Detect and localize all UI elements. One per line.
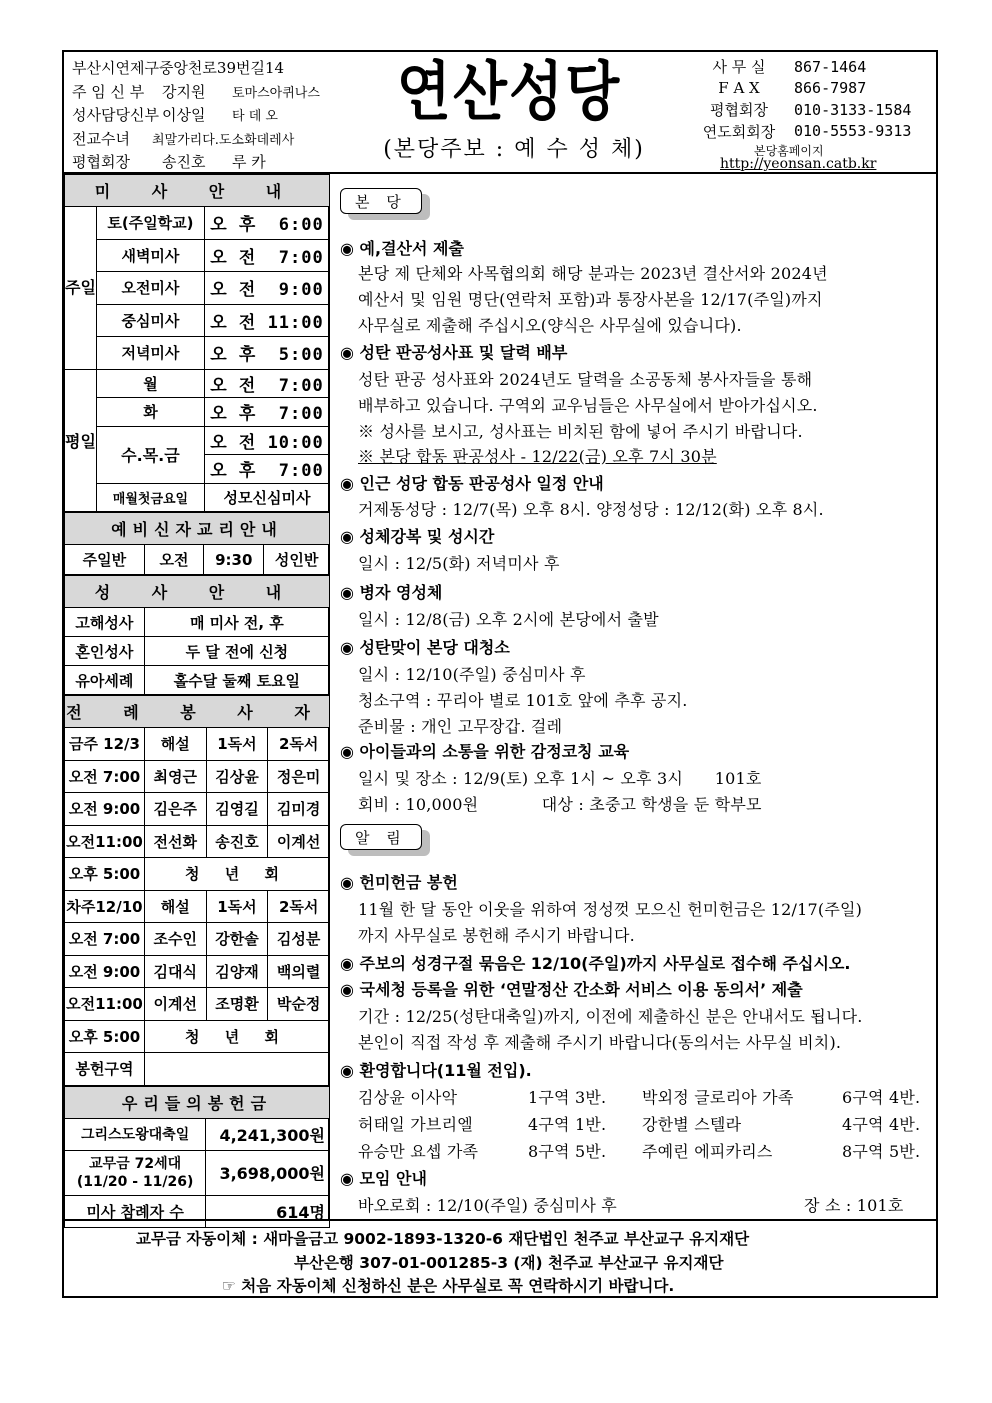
service-cell: 김대식 (144, 955, 206, 988)
notice-text: 성탄 판공 성사표와 2024년도 달력을 소공동체 봉사자들을 통해 (358, 370, 813, 389)
baptism-name: 루 카 (232, 153, 266, 172)
service-cell: 김미경 (268, 793, 330, 826)
person: 이상일 (162, 106, 206, 125)
service-cell: 오후 5:00 (65, 1020, 145, 1053)
mass-time: 오 전 11:00 (204, 304, 329, 337)
notice-heading: ◉ 환영합니다(11월 전입). (340, 1061, 532, 1080)
homepage-link[interactable]: http://yeonsan.catb.kr (720, 156, 877, 172)
notice-text: 일시 : 12/8(금) 오후 2시에 본당에서 출발 (358, 610, 659, 629)
notice-heading: ◉ 성탄 판공성사표 및 달력 배부 (340, 343, 568, 362)
mass-name: 토(주일학교) (96, 207, 204, 240)
mass-time: 오 후 6:00 (204, 207, 329, 240)
service-cell: 조수인 (144, 923, 206, 956)
service-cell: 김상윤 (206, 760, 268, 793)
welcome-name: 김상윤 이사악 (358, 1088, 458, 1107)
mass-name: 중심미사 (96, 304, 204, 337)
contact-number: 866-7987 (794, 79, 867, 98)
service-cell: 오전11:00 (65, 825, 145, 858)
page-title: 연산성당 (396, 55, 622, 131)
notice-text: 일시 및 장소 : 12/9(토) 오후 1시 ~ 오후 3시 101호 (358, 769, 762, 788)
left-column (64, 174, 330, 1222)
homepage-label: 본당홈페이지 (754, 144, 824, 158)
service-cell: 청 년 회 (144, 858, 329, 891)
catechumen-cell: 오전 (144, 545, 204, 575)
sacrament-info: 매 미사 전, 후 (144, 608, 329, 637)
mass-time: 오 전 7:00 (204, 369, 329, 398)
welcome-name: 유승만 요셉 가족 (358, 1142, 479, 1161)
auto-transfer-bank: 부산은행 307-01-001285-3 (재) 천주교 부산교구 유지재단 (294, 1254, 724, 1272)
role: 성사담당신부 (72, 106, 159, 125)
notice-heading: ◉ 병자 영성체 (340, 583, 443, 602)
offering-table (64, 1086, 330, 1228)
service-cell: 오전 7:00 (65, 923, 145, 956)
sacrament-name: 고해성사 (65, 608, 145, 637)
contact-label: 평협회장 (710, 101, 768, 120)
mass-name: 새벽미사 (96, 239, 204, 272)
service-cell: 강한솔 (206, 923, 268, 956)
service-cell: 송진호 (206, 825, 268, 858)
cleaning-label: 봉헌구역 (65, 1053, 145, 1086)
service-cell: 해설 (144, 728, 206, 761)
contact-number: 010-5553-9313 (794, 122, 912, 141)
sacrament-name: 유아세례 (65, 666, 145, 695)
notice-heading: ◉ 국세청 등록을 위한 ‘연말정산 간소화 서비스 이용 동의서’ 제출 (340, 980, 803, 999)
notice-text: 사무실로 제출해 주십시오(양식은 사무실에 있습니다). (358, 316, 742, 335)
service-cell: 1독서 (206, 728, 268, 761)
service-cell: 오전 9:00 (65, 955, 145, 988)
welcome-district: 6구역 4반. (842, 1088, 921, 1107)
mass-name: 수.목.금 (96, 426, 204, 483)
parish-tag: 본 당 (340, 188, 422, 214)
first-friday-label: 매월첫금요일 (96, 483, 204, 512)
mass-name: 화 (96, 398, 204, 427)
sacrament-title: 성 사 안 내 (65, 576, 330, 608)
cleaning-value (144, 1053, 329, 1086)
welcome-name: 강한별 스텔라 (642, 1115, 742, 1134)
service-cell: 금주 12/3 (65, 728, 145, 761)
notice-text: 배부하고 있습니다. 구역외 교우님들은 사무실에서 받아가십시오. (358, 396, 818, 415)
service-cell: 박순정 (268, 988, 330, 1021)
catechumen-cell: 주일반 (65, 545, 145, 575)
weekday-label: 평일 (65, 369, 97, 512)
welcome-district: 4구역 4반. (842, 1115, 921, 1134)
notice-text: 청소구역 : 꾸리아 별로 101호 앞에 추후 공지. (358, 691, 688, 710)
welcome-name: 박외정 글로리아 가족 (642, 1088, 794, 1107)
mass-time: 오 전 7:00 (204, 239, 329, 272)
bulletin-header (64, 52, 936, 174)
sacrament-name: 혼인성사 (65, 637, 145, 666)
meeting-info: 바오로회 : 12/10(주일) 중심미사 후 (358, 1196, 617, 1215)
mass-name: 저녁미사 (96, 337, 204, 370)
notice-heading: ◉ 예,결산서 제출 (340, 239, 464, 258)
service-cell: 차주12/10 (65, 890, 145, 923)
offering-label: 그리스도왕대축일 (65, 1118, 206, 1150)
offering-amount: 614명 (206, 1195, 330, 1227)
contact-label: 사 무 실 (712, 58, 766, 77)
mass-time: 오 후 7:00 (204, 398, 329, 427)
notice-text: 일시 : 12/5(화) 저녁미사 후 (358, 554, 560, 573)
page-subtitle: (본당주보 : 예 수 성 체) (383, 137, 645, 162)
service-cell: 1독서 (206, 890, 268, 923)
service-cell: 최영근 (144, 760, 206, 793)
mass-time: 오 전 10:00 (204, 426, 329, 455)
catechumen-title: 예비신자교리안내 (65, 513, 330, 545)
service-cell: 정은미 (268, 760, 330, 793)
notice-text: 본인이 직접 작성 후 제출해 주시기 바랍니다(동의서는 사무실 비치). (358, 1033, 842, 1052)
service-cell: 김은주 (144, 793, 206, 826)
welcome-district: 4구역 1반. (528, 1115, 607, 1134)
notice-text: 본당 제 단체와 사목협의회 해당 분과는 2023년 결산서와 2024년 (358, 264, 828, 283)
offering-label: 교무금 72세대 (11/20 - 11/26) (65, 1150, 206, 1195)
notice-text: 기간 : 12/25(성탄대축일)까지, 이전에 제출하신 분은 안내서도 됩니다. (358, 1007, 863, 1026)
mass-schedule-title: 미 사 안 내 (65, 175, 330, 207)
notice-text: 준비물 : 개인 고무장갑. 걸레 (358, 717, 563, 736)
notice-heading: ◉ 성탄맞이 본당 대청소 (340, 638, 510, 657)
sacrament-table (64, 575, 330, 695)
notice-heading: ◉ 모임 안내 (340, 1169, 427, 1188)
service-cell: 이계선 (144, 988, 206, 1021)
mass-time: 오 후 5:00 (204, 337, 329, 370)
welcome-district: 8구역 5반. (528, 1142, 607, 1161)
notice-heading: ◉ 인근 성당 합동 판공성사 일정 안내 (340, 474, 604, 493)
service-cell: 오전11:00 (65, 988, 145, 1021)
bulletin-frame (62, 50, 938, 1298)
baptism-name: 타 데 오 (232, 109, 278, 125)
address: 부산시연제구중앙천로39번길14 (72, 59, 285, 78)
auto-transfer-info: 교무금 자동이체 : 새마을금고 9002-1893-1320-6 재단법인 천주교 부산교구 유지재단 (136, 1230, 750, 1248)
notice-text: 거제동성당 : 12/7(목) 오후 8시. 양정성당 : 12/12(화) 오후 8시. (358, 500, 824, 519)
first-friday-mass: 성모신심미사 (204, 483, 329, 512)
announcement-tag: 알 림 (340, 824, 422, 850)
welcome-name: 주예린 에피카리스 (642, 1142, 773, 1161)
notice-text: ※ 성사를 보시고, 성사표는 비치된 함에 넣어 주시기 바랍니다. (358, 422, 803, 441)
meeting-place: 장 소 : 101호 (804, 1196, 904, 1215)
welcome-district: 8구역 5반. (842, 1142, 921, 1161)
role: 주 임 신 부 (72, 82, 145, 101)
service-cell: 해설 (144, 890, 206, 923)
service-cell: 김양재 (206, 955, 268, 988)
offering-amount: 4,241,300원 (206, 1118, 330, 1150)
notice-text: 까지 사무실로 봉헌해 주시기 바랍니다. (358, 926, 635, 945)
service-cell: 오전 9:00 (65, 793, 145, 826)
notice-column (332, 174, 936, 1219)
notice-text: ※ 본당 합동 판공성사 - 12/22(금) 오후 7시 30분 (358, 447, 717, 466)
notice-heading: ◉ 성체강복 및 성시간 (340, 527, 495, 546)
person: 최말가리다.도소화데레사 (152, 132, 295, 148)
sunday-label: 주일 (65, 207, 97, 370)
welcome-district: 1구역 3반. (528, 1088, 607, 1107)
notice-text: 일시 : 12/10(주일) 중심미사 후 (358, 665, 586, 684)
service-cell: 조명환 (206, 988, 268, 1021)
auto-transfer-note: ☞ 처음 자동이체 신청하신 분은 사무실로 꼭 연락하시기 바랍니다. (222, 1277, 675, 1295)
offering-label: 미사 참례자 수 (65, 1195, 206, 1227)
notice-text: 11월 한 달 동안 이웃을 위하여 정성껏 모으신 헌미헌금은 12/17(주일) (358, 900, 863, 919)
offering-title: 우리들의봉헌금 (65, 1086, 330, 1118)
notice-text: 회비 : 10,000원 대상 : 초중고 학생을 둔 학부모 (358, 795, 762, 814)
role: 전교수녀 (72, 129, 130, 148)
mass-time: 오 전 9:00 (204, 272, 329, 305)
service-cell: 이계선 (268, 825, 330, 858)
catechumen-cell: 9:30 (204, 545, 264, 575)
mass-schedule-table (64, 174, 330, 512)
notice-heading: ◉ 아이들과의 소통을 위한 감정코칭 교육 (340, 742, 630, 761)
welcome-name: 허태일 가브리엘 (358, 1115, 473, 1134)
contact-info (684, 56, 934, 142)
service-cell: 김영길 (206, 793, 268, 826)
service-cell: 전선화 (144, 825, 206, 858)
sacrament-info: 두 달 전에 신청 (144, 637, 329, 666)
notice-heading: ◉ 주보의 성경구절 묶음은 12/10(주일)까지 사무실로 접수해 주십시오. (340, 954, 851, 973)
service-cell: 2독서 (268, 728, 330, 761)
mass-name: 월 (96, 369, 204, 398)
service-cell: 오전 7:00 (65, 760, 145, 793)
service-cell: 2독서 (268, 890, 330, 923)
contact-number: 867-1464 (794, 57, 867, 76)
parish-info (72, 56, 342, 174)
baptism-name: 토마스아퀴나스 (232, 85, 320, 101)
mass-name: 오전미사 (96, 272, 204, 305)
sacrament-info: 홀수달 둘째 토요일 (144, 666, 329, 695)
service-table (64, 695, 330, 1086)
catechumen-table (64, 512, 330, 575)
mass-time: 오 후 7:00 (204, 455, 329, 484)
service-cell: 오후 5:00 (65, 858, 145, 891)
bulletin-footer (64, 1219, 936, 1296)
contact-label: F A X (718, 79, 760, 98)
service-cell: 백의렬 (268, 955, 330, 988)
service-cell: 청 년 회 (144, 1020, 329, 1053)
role: 평협회장 (72, 153, 130, 172)
contact-label: 연도회회장 (702, 122, 776, 141)
person: 강지원 (162, 82, 206, 101)
person: 송진호 (162, 153, 206, 172)
catechumen-cell: 성인반 (264, 545, 330, 575)
offering-amount: 3,698,000원 (206, 1150, 330, 1195)
service-cell: 김성분 (268, 923, 330, 956)
notice-text: 예산서 및 임원 명단(연락처 포함)과 통장사본을 12/17(주일)까지 (358, 290, 823, 309)
contact-number: 010-3133-1584 (794, 100, 912, 119)
notice-heading: ◉ 헌미헌금 봉헌 (340, 873, 458, 892)
service-title: 전 례 봉 사 자 (65, 696, 330, 728)
